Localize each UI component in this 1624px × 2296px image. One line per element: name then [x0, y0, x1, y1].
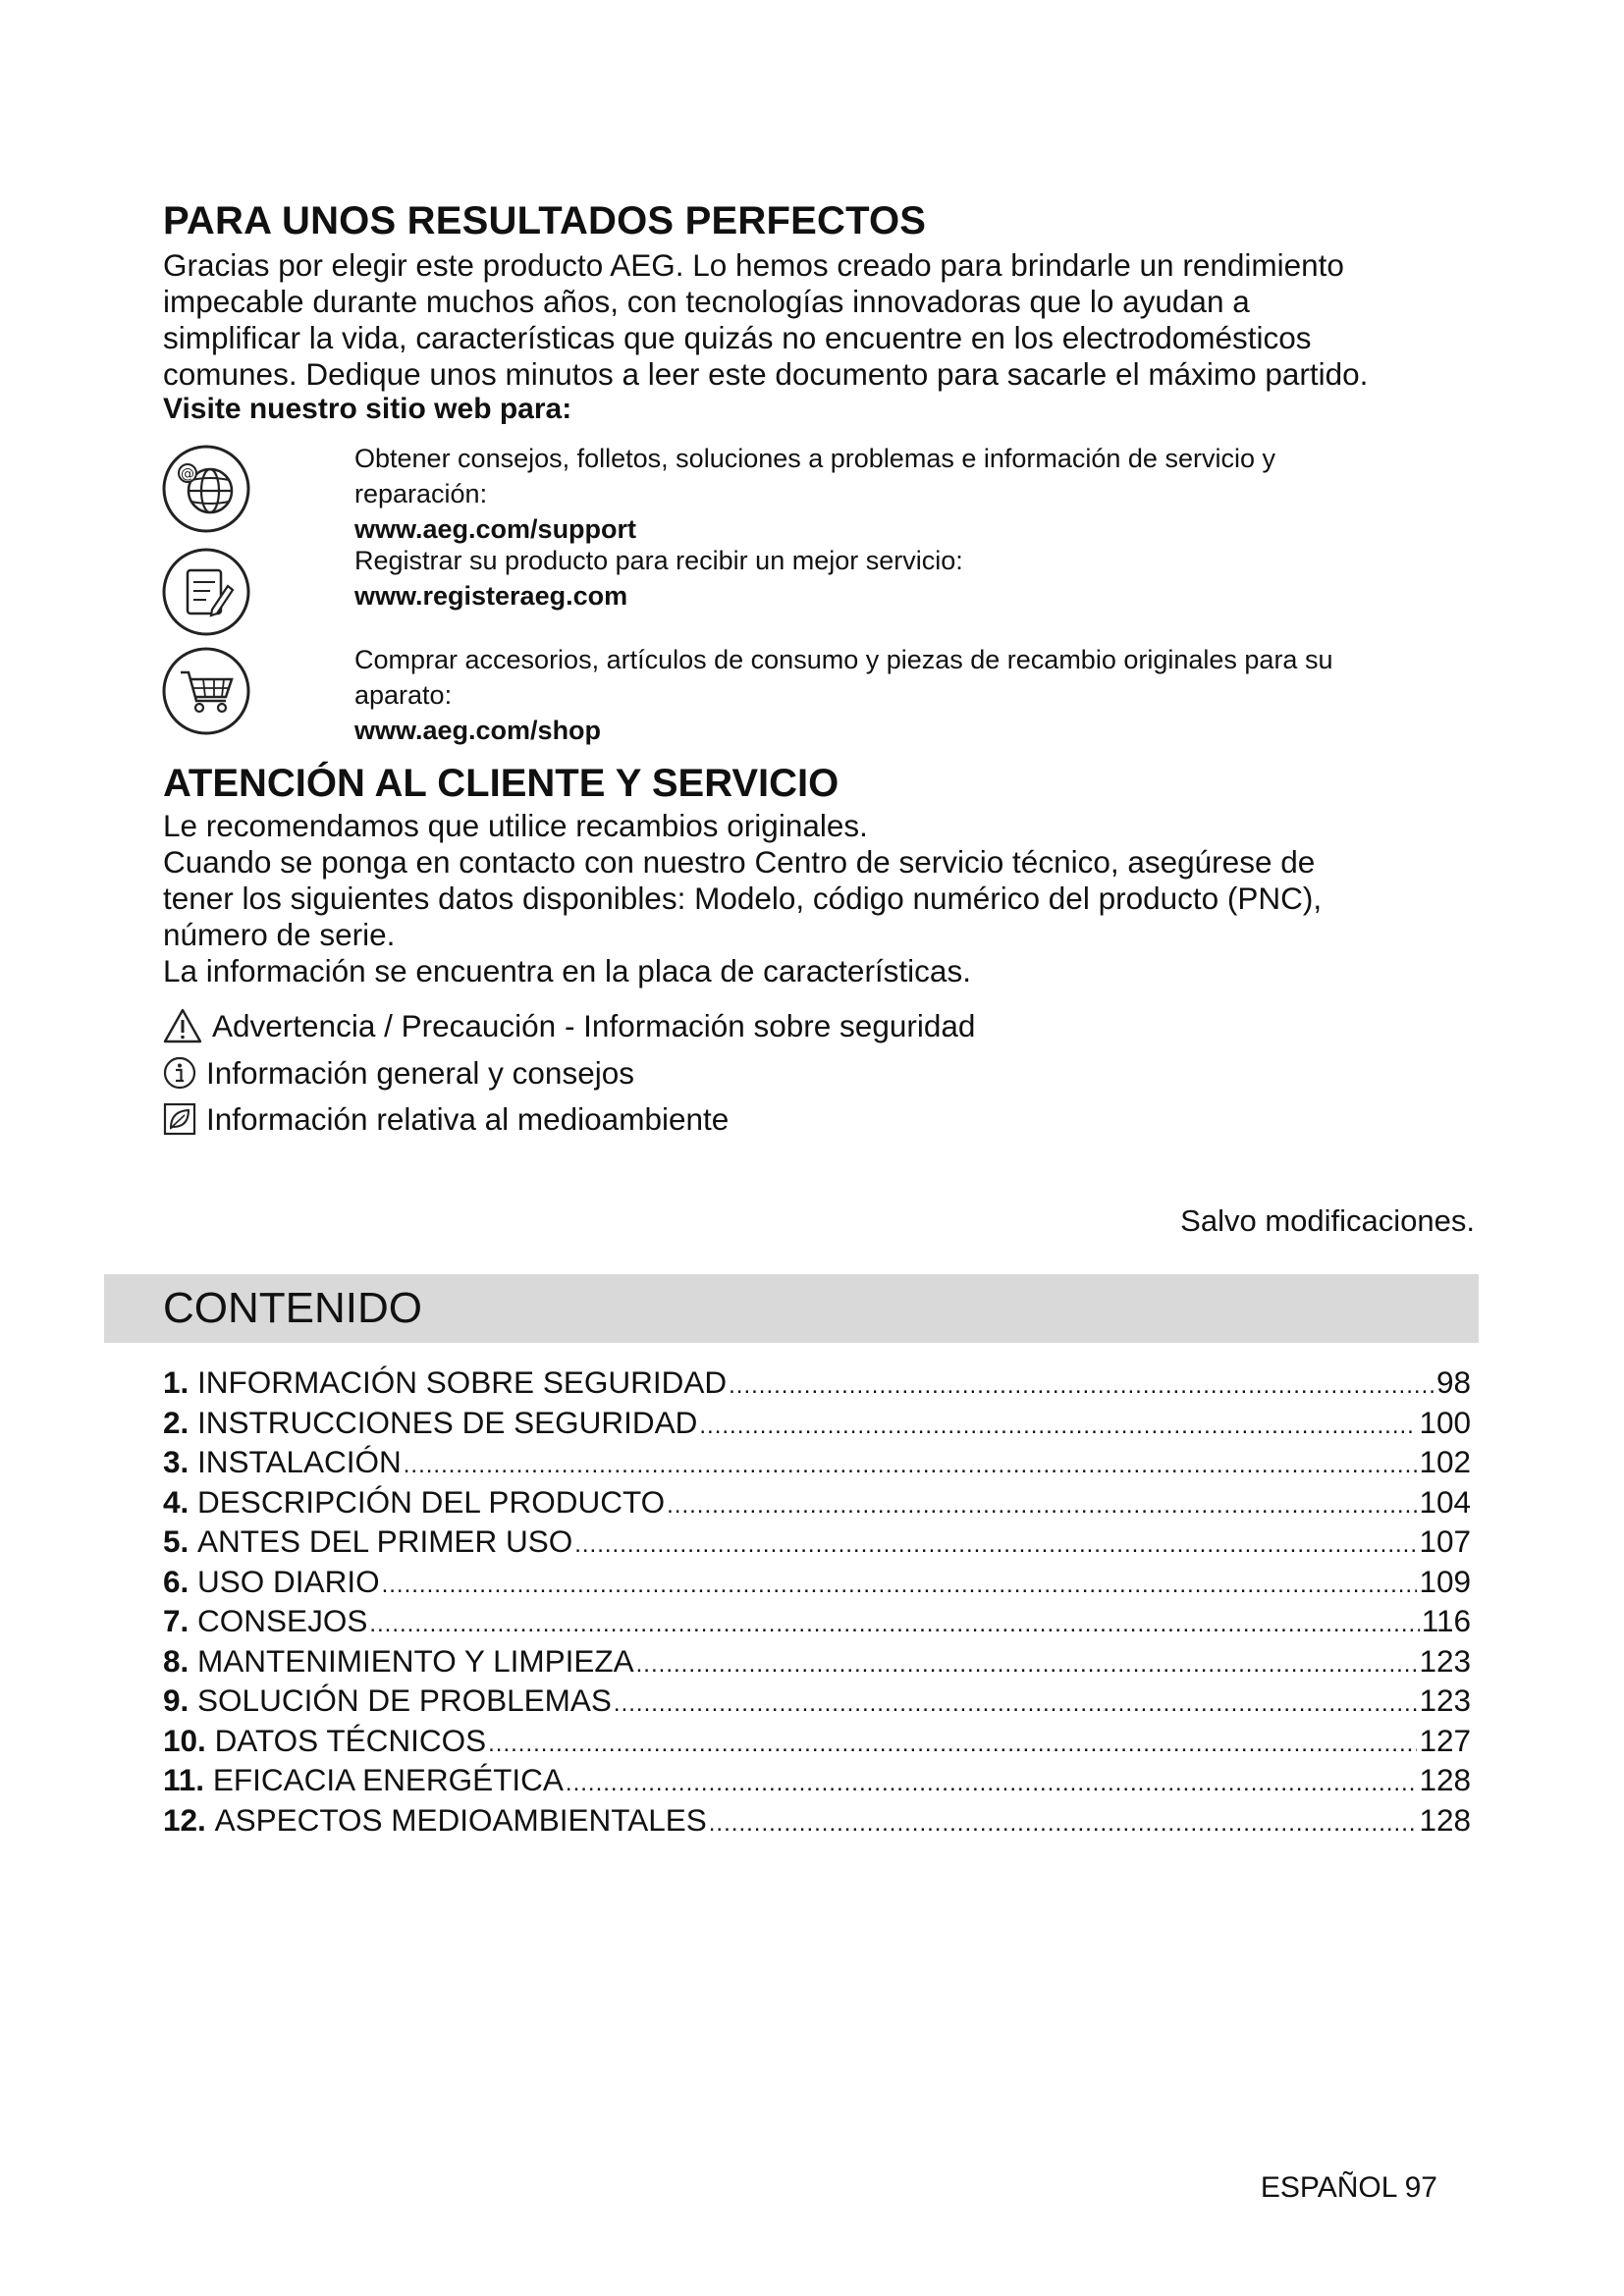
page-footer: ESPAÑOL 97 — [1260, 2171, 1437, 2204]
contents-header-bar — [104, 1274, 1479, 1343]
results-heading: PARA UNOS RESULTADOS PERFECTOS — [163, 199, 927, 242]
toc-number: 3. — [163, 1444, 189, 1479]
service-register — [354, 543, 1464, 614]
contents-title: CONTENIDO — [163, 1284, 422, 1332]
toc-item[interactable] — [163, 1721, 1471, 1761]
toc-page: 109 — [1419, 1563, 1471, 1599]
toc-number: 1. — [163, 1364, 189, 1400]
toc-title: INSTALACIÓN — [197, 1444, 402, 1479]
intro-paragraph — [163, 247, 1479, 393]
toc-leader — [566, 1764, 1418, 1804]
toc-leader — [729, 1366, 1435, 1407]
toc-leader — [709, 1804, 1418, 1844]
toc-leader — [614, 1684, 1418, 1725]
toc-number: 4. — [163, 1483, 189, 1520]
toc-item[interactable] — [163, 1362, 1471, 1403]
toc-leader — [667, 1486, 1417, 1526]
toc-item[interactable] — [163, 1482, 1471, 1522]
environment-icon — [163, 1102, 196, 1136]
toc-number: 5. — [163, 1523, 189, 1559]
intro-line: simplificar la vida, características que quizás no encuentre en los electrodomésticos — [163, 320, 1312, 355]
toc-number: 2. — [163, 1404, 189, 1440]
table-of-contents — [163, 1362, 1471, 1840]
toc-item[interactable] — [163, 1442, 1471, 1482]
care-line: tener los siguientes datos disponibles: Modelo, código numérico del producto (PNC), — [163, 881, 1323, 916]
support-link[interactable]: www.aeg.com/support — [354, 514, 637, 544]
toc-leader — [699, 1407, 1417, 1447]
service-line: reparación: — [354, 479, 488, 508]
toc-page: 107 — [1419, 1523, 1471, 1559]
toc-leader — [488, 1725, 1417, 1765]
care-heading: ATENCIÓN AL CLIENTE Y SERVICIO — [163, 762, 839, 805]
toc-leader — [404, 1446, 1418, 1486]
toc-page: 123 — [1419, 1642, 1471, 1679]
svg-text:@: @ — [181, 466, 194, 482]
toc-number: 11. — [163, 1762, 205, 1797]
toc-number: 6. — [163, 1563, 189, 1599]
toc-leader — [574, 1525, 1417, 1566]
modifications-note: Salvo modificaciones. — [1180, 1203, 1475, 1238]
legend-environment — [163, 1099, 729, 1139]
register-link[interactable]: www.registeraeg.com — [354, 581, 628, 611]
toc-title: MANTENIMIENTO Y LIMPIEZA — [197, 1642, 634, 1679]
toc-page: 100 — [1419, 1404, 1471, 1440]
legend-text: Advertencia / Precaución - Información sobre seguridad — [212, 1008, 976, 1043]
toc-title: INSTRUCCIONES DE SEGURIDAD — [197, 1404, 698, 1440]
toc-page: 104 — [1419, 1483, 1471, 1520]
toc-number: 8. — [163, 1642, 189, 1679]
info-icon — [163, 1056, 196, 1090]
toc-title: CONSEJOS — [197, 1603, 368, 1638]
legend-warning — [163, 1006, 975, 1045]
toc-leader — [369, 1605, 1419, 1645]
service-support — [354, 441, 1464, 547]
service-line: Obtener consejos, folletos, soluciones a problemas e información de servicio y — [354, 444, 1275, 473]
toc-leader — [636, 1645, 1418, 1685]
toc-number: 12. — [163, 1801, 206, 1838]
toc-page: 98 — [1435, 1364, 1471, 1400]
toc-page: 128 — [1419, 1801, 1471, 1838]
warning-icon — [163, 1007, 202, 1044]
toc-item[interactable] — [163, 1800, 1471, 1841]
globe-icon — [161, 444, 251, 534]
toc-item[interactable] — [163, 1562, 1471, 1602]
toc-item[interactable] — [163, 1641, 1471, 1682]
toc-page: 123 — [1419, 1682, 1471, 1718]
care-line: Cuando se ponga en contacto con nuestro Centro de servicio técnico, asegúrese de — [163, 844, 1316, 880]
toc-title: SOLUCIÓN DE PROBLEMAS — [197, 1682, 612, 1718]
toc-item[interactable] — [163, 1403, 1471, 1443]
intro-line: Gracias por elegir este producto AEG. Lo hemos creado para brindarle un rendimiento — [163, 247, 1344, 283]
toc-title: USO DIARIO — [197, 1563, 380, 1599]
toc-number: 10. — [163, 1722, 206, 1758]
toc-title: EFICACIA ENERGÉTICA — [212, 1762, 564, 1797]
toc-item[interactable] — [163, 1760, 1471, 1800]
shopping-cart-icon — [161, 646, 251, 736]
intro-line: comunes. Dedique unos minutos a leer este documento para sacarle el máximo partido. — [163, 356, 1369, 392]
legend-text: Información general y consejos — [206, 1055, 634, 1091]
toc-item[interactable] — [163, 1601, 1471, 1641]
toc-page: 127 — [1419, 1722, 1471, 1758]
service-line: aparato: — [354, 680, 453, 710]
toc-item[interactable] — [163, 1681, 1471, 1721]
care-line: Le recomendamos que utilice recambios originales. — [163, 808, 868, 843]
legend-text: Información relativa al medioambiente — [206, 1101, 730, 1137]
visit-label: Visite nuestro sitio web para: — [163, 393, 572, 425]
toc-title: INFORMACIÓN SOBRE SEGURIDAD — [197, 1364, 728, 1400]
toc-item[interactable] — [163, 1522, 1471, 1562]
service-shop — [354, 642, 1464, 748]
intro-line: impecable durante muchos años, con tecnologías innovadoras que lo ayudan a — [163, 284, 1250, 319]
service-line: Registrar su producto para recibir un mejor servicio: — [354, 546, 963, 575]
toc-title: DATOS TÉCNICOS — [214, 1722, 487, 1758]
toc-page: 128 — [1419, 1762, 1471, 1797]
service-line: Comprar accesorios, artículos de consumo y piezas de recambio originales para su — [354, 645, 1333, 674]
toc-title: ANTES DEL PRIMER USO — [197, 1523, 573, 1559]
legend-info — [163, 1053, 634, 1093]
care-line: La información se encuentra en la placa de características. — [163, 953, 971, 988]
register-icon — [161, 547, 251, 637]
toc-title: DESCRIPCIÓN DEL PRODUCTO — [197, 1483, 666, 1520]
toc-page: 102 — [1419, 1444, 1471, 1479]
care-line: número de serie. — [163, 917, 396, 952]
toc-leader — [382, 1566, 1418, 1606]
toc-page: 116 — [1421, 1603, 1471, 1638]
shop-link[interactable]: www.aeg.com/shop — [354, 716, 602, 745]
toc-number: 9. — [163, 1682, 189, 1718]
care-paragraph — [163, 808, 1479, 989]
toc-title: ASPECTOS MEDIOAMBIENTALES — [214, 1801, 707, 1838]
toc-number: 7. — [163, 1603, 189, 1638]
